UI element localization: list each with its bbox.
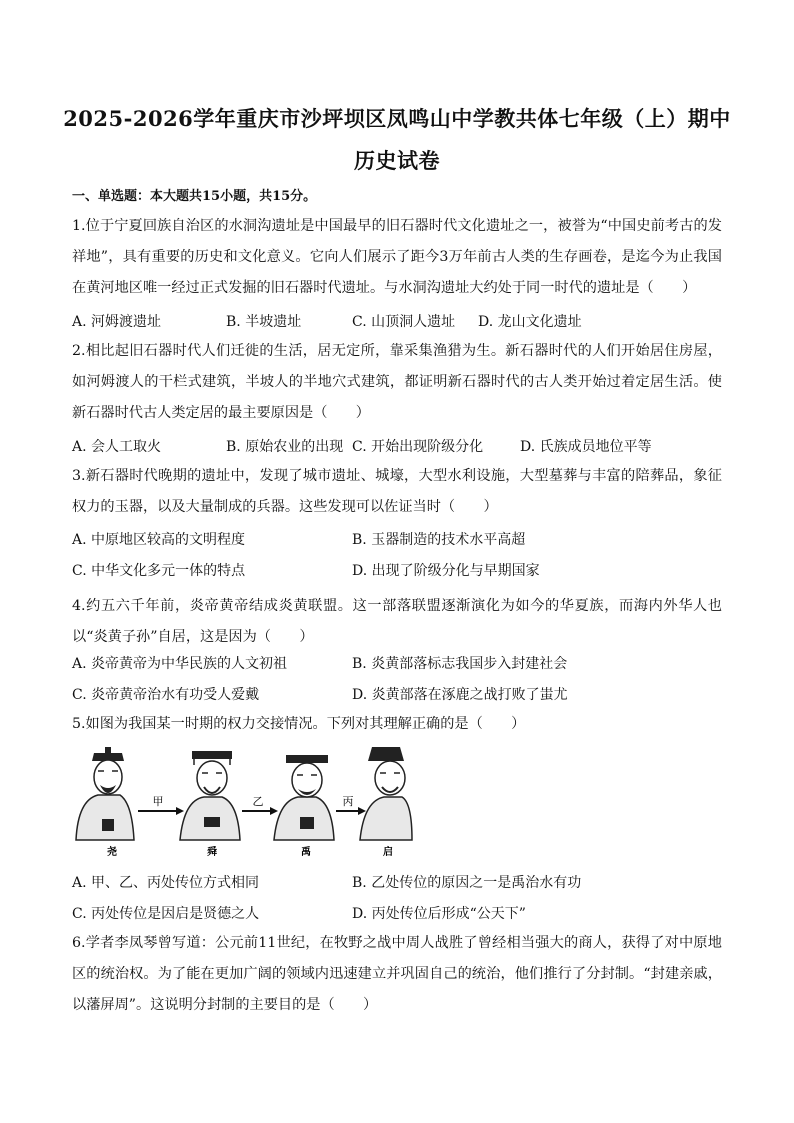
qi-figure bbox=[360, 747, 412, 840]
label-yao: 尧 bbox=[107, 847, 117, 857]
arrow-label-jia: 甲 bbox=[152, 795, 164, 808]
label-shun: 舜 bbox=[207, 847, 217, 857]
question-3-text: 3.新石器时代晚期的遗址中，发现了城市遗址、城壕，大型水利设施，大型墓葬与丰富的陪葬品，象征权力的玉器，以及大量制成的兵器。这些发现可以佐证当时（ ） bbox=[72, 468, 722, 515]
q5-option-b: B. 乙处传位的原因之一是禹治水有功 bbox=[352, 875, 582, 891]
label-qi: 启 bbox=[383, 847, 393, 857]
q1-option-b: B. 半坡遗址 bbox=[226, 314, 302, 330]
q2-option-a: A. 会人工取火 bbox=[72, 439, 162, 455]
q2-option-b: B. 原始农业的出现 bbox=[226, 439, 344, 455]
q1-option-c: C. 山顶洞人遗址 bbox=[352, 314, 456, 330]
question-6-text: 6.学者李凤琴曾写道：公元前11世纪，在牧野之战中周人战胜了曾经相当强大的商人，获得了对中原地区的统治权。为了能在更加广阔的领域内迅速建立并巩固自己的统治，他们推行了分封制。“封建亲戚，以藩屏周”。这说明分封制的主要目的是（ ） bbox=[72, 935, 722, 1013]
section-heading: 一、单选题：本大题共15小题，共15分。 bbox=[72, 189, 317, 204]
q2-option-c: C. 开始出现阶级分化 bbox=[352, 439, 484, 455]
yao-figure bbox=[76, 747, 134, 840]
arrow-label-bing: 丙 bbox=[342, 795, 354, 808]
q1-option-d: D. 龙山文化遗址 bbox=[478, 314, 582, 330]
question-5-text: 5.如图为我国某一时期的权力交接情况。下列对其理解正确的是（ ） bbox=[72, 716, 526, 732]
exam-title-line1: 2025-2026学年重庆市沙坪坝区凤鸣山中学教共体七年级（上）期中 bbox=[63, 106, 731, 131]
q3-option-b: B. 玉器制造的技术水平高超 bbox=[352, 532, 526, 548]
q4-option-c: C. 炎帝黄帝治水有功受人爱戴 bbox=[72, 687, 260, 703]
q5-option-c: C. 丙处传位是因启是贤德之人 bbox=[72, 906, 260, 922]
question-4-text: 4.约五六千年前，炎帝黄帝结成炎黄联盟。这一部落联盟逐渐演化为如今的华夏族，而海内外华人也以“炎黄子孙”自居，这是因为（ ） bbox=[72, 598, 722, 645]
q2-option-d: D. 氏族成员地位平等 bbox=[520, 439, 652, 455]
q4-option-a: A. 炎帝黄帝为中华民族的人文初祖 bbox=[72, 656, 288, 672]
q3-option-c: C. 中华文化多元一体的特点 bbox=[72, 563, 246, 579]
q5-option-d: D. 丙处传位后形成“公天下” bbox=[352, 906, 526, 922]
question-2-text: 2.相比起旧石器时代人们迁徙的生活，居无定所，靠采集渔猎为生。新石器时代的人们开始居住房屋，如河姆渡人的干栏式建筑，半坡人的半地穴式建筑，都证明新石器时代的古人类开始过着定居生活。使新石器时代古人类定居的最主要原因是（ ） bbox=[72, 343, 722, 421]
question-1-text: 1.位于宁夏回族自治区的水洞沟遗址是中国最早的旧石器时代文化遗址之一，被誉为“中国史前考古的发祥地”，具有重要的历史和文化意义。它向人们展示了距今3万年前古人类的生存画卷，是迄今为止我国在黄河地区唯一经过正式发掘的旧石器时代遗址。与水洞沟遗址大约处于同一时代的遗址是（ ） bbox=[72, 218, 722, 296]
q3-option-d: D. 出现了阶级分化与早期国家 bbox=[352, 563, 540, 579]
arrow-label-yi: 乙 bbox=[252, 795, 264, 808]
q1-option-a: A. 河姆渡遗址 bbox=[72, 314, 162, 330]
q4-option-b: B. 炎黄部落标志我国步入封建社会 bbox=[352, 656, 568, 672]
exam-title-line2: 历史试卷 bbox=[354, 148, 440, 173]
label-yu: 禹 bbox=[301, 847, 311, 857]
q5-option-a: A. 甲、乙、丙处传位方式相同 bbox=[72, 875, 260, 891]
power-transfer-illustration bbox=[72, 745, 414, 857]
yu-figure bbox=[274, 755, 334, 840]
q3-option-a: A. 中原地区较高的文明程度 bbox=[72, 532, 246, 548]
q4-option-d: D. 炎黄部落在涿鹿之战打败了蚩尤 bbox=[352, 687, 568, 703]
shun-figure bbox=[180, 751, 240, 840]
